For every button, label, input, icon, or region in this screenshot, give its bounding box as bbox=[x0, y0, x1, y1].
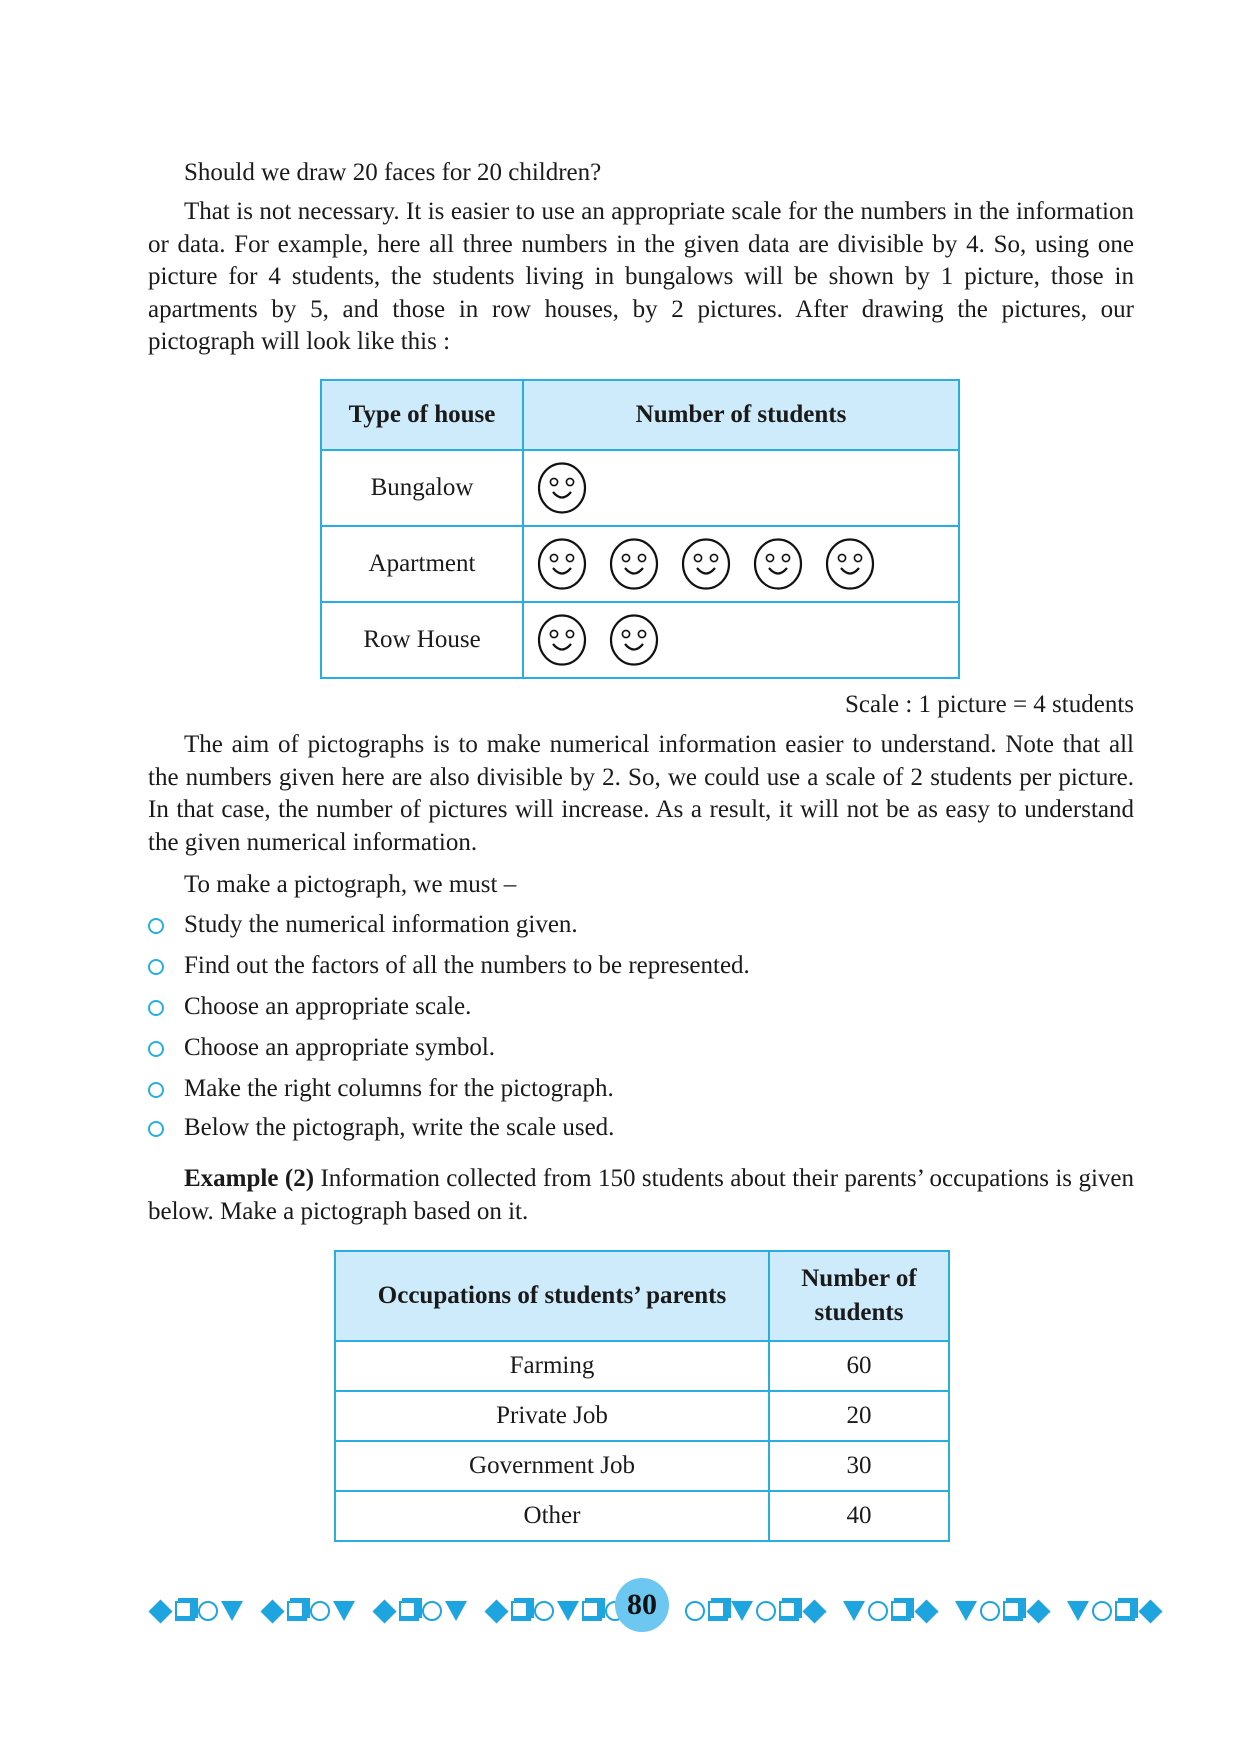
triangle-icon bbox=[731, 1601, 753, 1621]
picture-cell bbox=[524, 537, 958, 591]
square-icon bbox=[891, 1601, 911, 1621]
list-item: Below the pictograph, write the scale used. bbox=[184, 1114, 615, 1141]
diamond-icon bbox=[802, 1599, 826, 1623]
bullet-circle-icon bbox=[148, 1000, 164, 1016]
square-icon bbox=[287, 1601, 307, 1621]
bullet-circle-icon bbox=[148, 1041, 164, 1057]
header-type-of-house: Type of house bbox=[321, 380, 523, 450]
diamond-icon bbox=[484, 1599, 508, 1623]
smiley-face-icon bbox=[536, 537, 588, 591]
smiley-face-icon bbox=[752, 537, 804, 591]
square-icon bbox=[582, 1601, 602, 1621]
smiley-face-icon bbox=[824, 537, 876, 591]
bullet-circle-icon bbox=[148, 1121, 164, 1137]
list-item: Choose an appropriate scale. bbox=[184, 993, 472, 1020]
smiley-face-icon bbox=[608, 613, 660, 667]
bullet-circle-icon bbox=[148, 959, 164, 975]
square-icon bbox=[175, 1601, 195, 1621]
bullet-circle-icon bbox=[148, 1082, 164, 1098]
table-row bbox=[335, 1391, 949, 1441]
diamond-icon bbox=[260, 1599, 284, 1623]
circle-icon bbox=[534, 1601, 554, 1621]
occupation-cell: Government Job bbox=[335, 1441, 769, 1491]
circle-icon bbox=[980, 1601, 1000, 1621]
list-item: Find out the factors of all the numbers to be represented. bbox=[184, 952, 750, 979]
diamond-icon bbox=[1026, 1599, 1050, 1623]
example-2-text bbox=[148, 1163, 1134, 1228]
count-cell: 20 bbox=[769, 1391, 949, 1441]
triangle-icon bbox=[333, 1601, 355, 1621]
circle-icon bbox=[868, 1601, 888, 1621]
paragraph-aim-of-pictographs: The aim of pictographs is to make numerical information easier to understand. Note that all the numbers given here are also divisible by 2. So, we could use a scale of 2 students per picture. In that case, the number of pictures will increase. As a result, it will not be as easy to understand the given numerical information. bbox=[148, 731, 1134, 856]
occupation-table bbox=[334, 1250, 950, 1542]
circle-icon bbox=[1092, 1601, 1112, 1621]
scale-note: Scale : 1 picture = 4 students bbox=[844, 691, 1134, 718]
house-type-label: Row House bbox=[321, 602, 523, 678]
page-number: 80 bbox=[615, 1578, 669, 1632]
square-icon bbox=[779, 1601, 799, 1621]
circle-icon bbox=[422, 1601, 442, 1621]
triangle-icon bbox=[843, 1601, 865, 1621]
square-icon bbox=[708, 1601, 728, 1621]
table-row bbox=[335, 1341, 949, 1391]
triangle-icon bbox=[1067, 1601, 1089, 1621]
square-icon bbox=[511, 1601, 531, 1621]
header-number-of-students: Number of students bbox=[769, 1251, 949, 1341]
diamond-icon bbox=[148, 1599, 172, 1623]
occupation-cell: Private Job bbox=[335, 1391, 769, 1441]
diamond-icon bbox=[1138, 1599, 1162, 1623]
footer-decoration-right bbox=[685, 1597, 1179, 1625]
occupation-cell: Farming bbox=[335, 1341, 769, 1391]
smiley-face-icon bbox=[536, 461, 588, 515]
triangle-icon bbox=[221, 1601, 243, 1621]
circle-icon bbox=[756, 1601, 776, 1621]
square-icon bbox=[1115, 1601, 1135, 1621]
triangle-icon bbox=[445, 1601, 467, 1621]
list-item: Study the numerical information given. bbox=[184, 911, 578, 938]
circle-icon bbox=[685, 1601, 705, 1621]
picture-cell bbox=[524, 461, 958, 515]
smiley-face-icon bbox=[536, 613, 588, 667]
occupation-cell: Other bbox=[335, 1491, 769, 1541]
triangle-icon bbox=[955, 1601, 977, 1621]
header-occupation: Occupations of students’ parents bbox=[335, 1251, 769, 1341]
paragraph-scale-explanation: That is not necessary. It is easier to use an appropriate scale for the numbers in the information or data. For example, here all three numbers in the given data are divisible by 4. So, using one picture for 4 students, the students living in bungalows will be shown by 1 picture, those in apartments by 5, and those in row houses, by 2 pictures. After drawing the pictures, our pictograph will look like this : bbox=[148, 198, 1134, 355]
square-icon bbox=[399, 1601, 419, 1621]
footer-decoration-left bbox=[148, 1597, 642, 1625]
smiley-face-icon bbox=[608, 537, 660, 591]
circle-icon bbox=[310, 1601, 330, 1621]
table-row bbox=[335, 1441, 949, 1491]
list-item: Make the right columns for the pictograph. bbox=[184, 1075, 614, 1102]
table-row bbox=[335, 1491, 949, 1541]
example-label: Example (2) bbox=[184, 1165, 315, 1192]
picture-cell bbox=[524, 613, 958, 667]
bullet-circle-icon bbox=[148, 918, 164, 934]
count-cell: 40 bbox=[769, 1491, 949, 1541]
diamond-icon bbox=[914, 1599, 938, 1623]
triangle-icon bbox=[557, 1601, 579, 1621]
circle-icon bbox=[198, 1601, 218, 1621]
steps-intro: To make a pictograph, we must – bbox=[184, 871, 517, 898]
count-cell: 30 bbox=[769, 1441, 949, 1491]
example-body: Information collected from 150 students about their parents’ occupations is given below. Make a pictograph based on it. bbox=[148, 1165, 1134, 1225]
intro-question: Should we draw 20 faces for 20 children? bbox=[184, 159, 602, 186]
table-row bbox=[321, 602, 959, 678]
pictograph-table bbox=[320, 379, 960, 679]
smiley-face-icon bbox=[680, 537, 732, 591]
house-type-label: Bungalow bbox=[321, 450, 523, 526]
list-item: Choose an appropriate symbol. bbox=[184, 1034, 496, 1061]
table-row bbox=[321, 450, 959, 526]
house-type-label: Apartment bbox=[321, 526, 523, 602]
header-number-of-students: Number of students bbox=[523, 380, 959, 450]
diamond-icon bbox=[372, 1599, 396, 1623]
table-row bbox=[321, 526, 959, 602]
count-cell: 60 bbox=[769, 1341, 949, 1391]
square-icon bbox=[1003, 1601, 1023, 1621]
